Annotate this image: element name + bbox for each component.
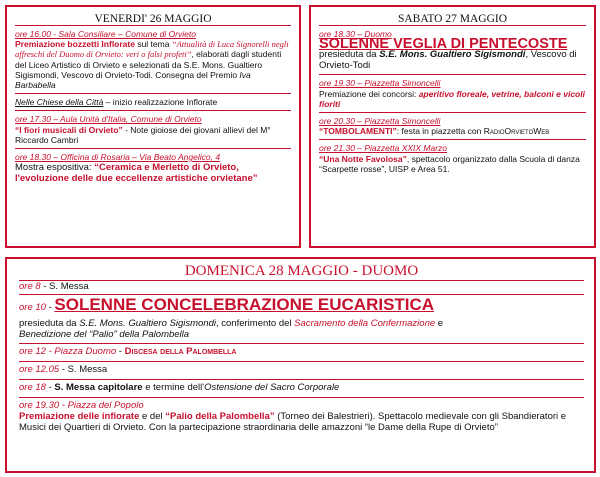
friday-event-2 [15, 97, 291, 107]
event-time: ore 12 - Piazza Duomo [19, 346, 117, 357]
saturday-panel [309, 5, 596, 248]
bishop-name: S.E. Mons. Gualtiero Sigismondi [379, 49, 526, 61]
event-text: - [45, 302, 55, 313]
event-headline: S. Messa capitolare [54, 382, 143, 393]
event-text: (Torneo dei Balestrieri). Spettacolo medievale con gli Sbandieratori e Musici dei Quartieri di Orvieto. Con la partecipazione straordinaria delle amazzoni “le Dame della Rupe di Orvieto” [19, 411, 567, 433]
sacrament-name: Sacramento della Confermazione [294, 318, 436, 329]
event-headline: “Palio della Palombella” [165, 411, 275, 422]
event-time: ore 8 [19, 281, 41, 292]
event-headline: Premiazione bozzetti Inflorate [15, 39, 135, 50]
divider [319, 139, 586, 140]
event-big-title: SOLENNE CONCELEBRAZIONE EUCARISTICA [54, 295, 435, 314]
event-headline: “I fiori musicali di Orvieto” [15, 124, 123, 135]
event-text: - Note gioiose dei giovani allievi del M° Riccardo Cambri [15, 124, 271, 145]
event-text: Premiazione dei concorsi: [319, 88, 419, 99]
event-headline: “TOMBOLAMENTI” [319, 126, 397, 137]
event-text: e [435, 318, 444, 329]
event-text: - [116, 346, 125, 357]
event-headline: Premiazione delle infiorate [19, 411, 140, 422]
divider [19, 397, 584, 398]
divider [19, 343, 584, 344]
event-time: ore 19.30 - Piazza del Popolo [19, 400, 144, 411]
sunday-event-6 [19, 400, 584, 433]
event-text: - S. Messa [40, 281, 89, 292]
event-location: Nelle Chiese della Città [15, 97, 104, 108]
saturday-event-2 [319, 78, 586, 109]
sunday-panel [5, 257, 596, 473]
event-time: ore 16.00 - Sala Consiliare – Comune di Orvieto [15, 29, 196, 39]
event-text: e termine dell' [142, 382, 205, 393]
event-text: - S. Messa [59, 364, 108, 375]
saturday-title: SABATO 27 MAGGIO [397, 13, 508, 25]
friday-event-4 [15, 152, 291, 184]
event-text: : festa in piazzetta con [396, 126, 484, 137]
friday-event-3 [15, 114, 291, 145]
event-time: ore 17.30 – Aula Unità d'Italia, Comune di Orvieto [15, 114, 202, 125]
ostension-text: Ostensione del Sacro Corporale [204, 382, 340, 393]
divider [319, 112, 586, 113]
event-text: – inizio realizzazione Inflorate [103, 97, 218, 108]
radio-name: RadioOrvietoWeb [483, 126, 550, 137]
event-time: ore 18.30 – Officina di Rosaria – Via Beato Angelico, 4 [15, 152, 221, 163]
event-text: Mostra espositiva: [15, 162, 95, 174]
sunday-event-3 [19, 346, 584, 358]
event-theme: “Attualità di Luca Signorelli negli affreschi del Duomo di Orvieto: veri o falsi profeti” [15, 39, 289, 60]
event-text: presieduta da [19, 318, 80, 329]
saturday-event-4 [319, 143, 586, 174]
blessing-text: Benedizione del “Palio” della Palombella [19, 329, 190, 340]
prize-name: Iva Barbabella [15, 69, 251, 91]
event-time: ore 21.30 – Piazzetta XXIX Marzo [319, 143, 448, 154]
divider [19, 361, 584, 362]
divider [15, 93, 291, 94]
friday-title: VENERDI' 26 MAGGIO [94, 13, 212, 25]
divider [15, 110, 291, 111]
event-headline: aperitivo floreale, vetrine, balconi e vicoli fioriti [319, 88, 585, 109]
event-time: ore 19.30 – Piazzetta Simoncelli [319, 78, 441, 89]
event-text: sul tema [134, 39, 170, 50]
sunday-event-1 [19, 281, 584, 293]
event-time: ore 18.30 – Duomo [319, 29, 392, 39]
event-text: , spettacolo organizzato dalla Scuola di danza “Scarpette rosse”, UISP e Area 51. [319, 153, 580, 174]
event-text: - [45, 382, 55, 393]
event-time: ore 12.05 [19, 364, 60, 375]
event-big-title: SOLENNE VEGLIA DI PENTECOSTE [319, 36, 568, 53]
event-headline: “Ceramica e Merletto di Orvieto, l'evoluzione delle due eccellenze artistiche orvietane” [15, 162, 258, 185]
divider [319, 74, 586, 75]
bishop-name: S.E. Mons. Gualtiero Sigismondi [79, 318, 216, 329]
divider [319, 25, 586, 26]
event-text: , Vescovo di Orvieto-Todi [319, 49, 577, 72]
event-time: ore 18 [19, 382, 46, 393]
sunday-event-2 [19, 295, 584, 340]
event-text: , elaborati dagli studenti del Liceo Artistico di Orvieto e selezionati da S.E. Mons. Gualtiero Sigismondi, Vescovo di Orvieto-Todi. Consegna del Premio [15, 49, 282, 80]
saturday-event-3 [319, 116, 586, 136]
sunday-event-4 [19, 364, 584, 376]
event-headline: Discesa della Palombella [124, 346, 237, 357]
event-time: ore 10 [19, 302, 46, 313]
sunday-title: DOMENICA 28 MAGGIO - DUOMO [184, 263, 419, 279]
sunday-event-5 [19, 382, 584, 394]
friday-panel [5, 5, 301, 248]
event-text: e del [139, 411, 166, 422]
divider [15, 148, 291, 149]
saturday-event-1 [319, 29, 586, 71]
event-headline: “Una Notte Favolosa” [319, 153, 407, 164]
friday-event-1 [15, 29, 291, 90]
event-time: ore 20.30 – Piazzetta Simoncelli [319, 116, 441, 127]
divider [15, 25, 291, 26]
divider [19, 379, 584, 380]
event-text: presieduta da [319, 49, 380, 61]
event-text: , conferimento del [215, 318, 295, 329]
